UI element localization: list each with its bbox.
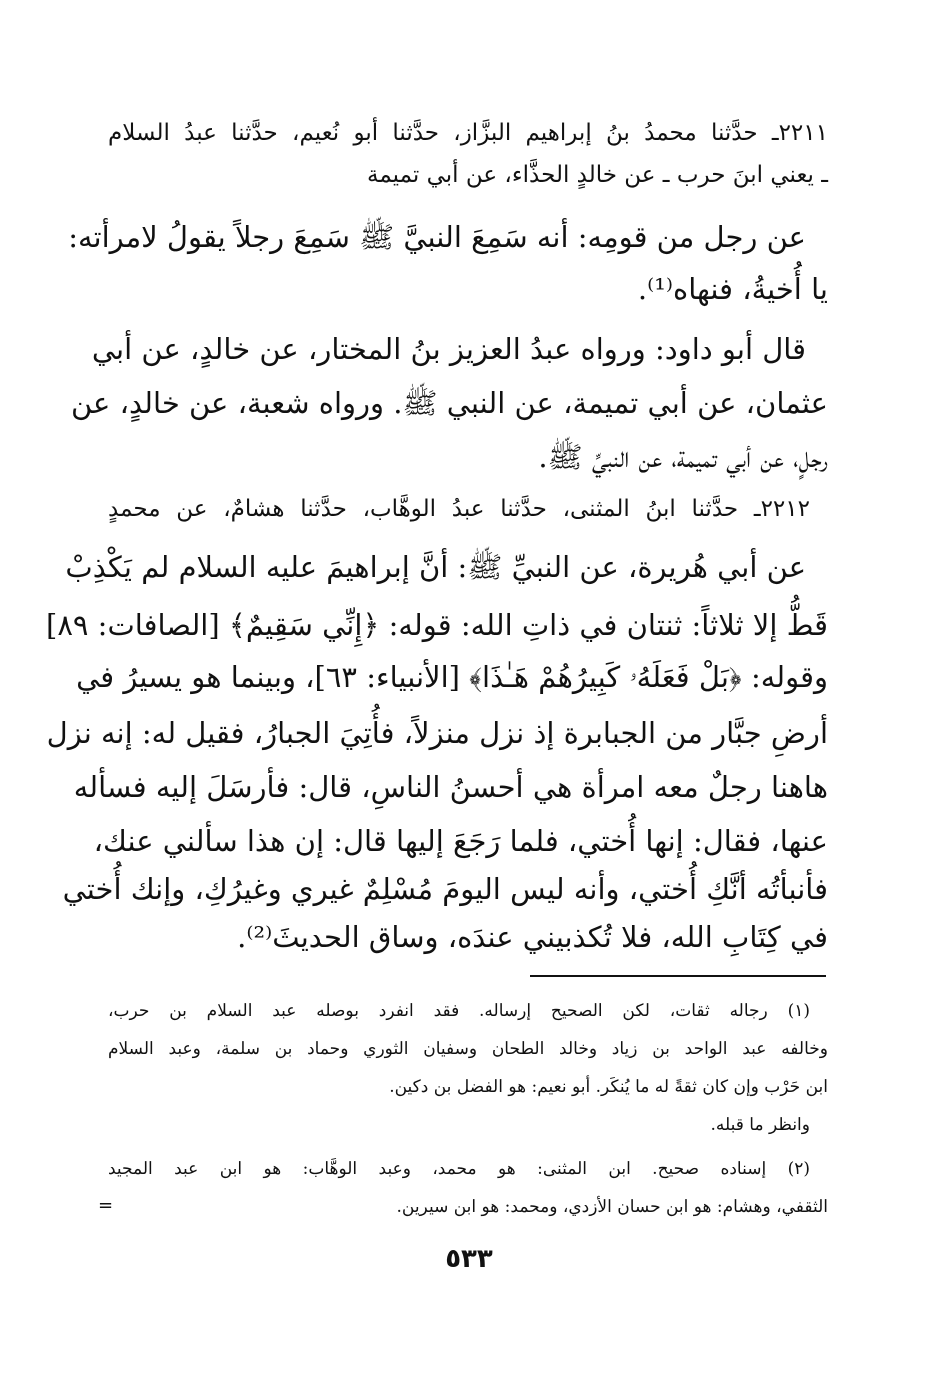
footnote-separator xyxy=(530,975,826,977)
footnote-2-line: (٢) إسناده صحيح. ابن المثنى: هو محمد، وعبد الوهَّاب: هو ابن عبد المجيد xyxy=(108,1159,810,1179)
hadith-2212-matn-line: في كِتَابِ الله، فلا تُكذبيني عندَه، وساق الحديثَ⁽²⁾. xyxy=(237,920,828,954)
hadith-2212-matn-line: هاهنا رجلٌ معه امرأة هي أحسنُ الناسِ، قال: فأرسَلَ إليه فسأله xyxy=(73,770,828,804)
hadith-2212-matn-line: فأنبأتُه أنَّكِ أُختي، وأنه ليس اليومَ مُسْلِمٌ غيري وغيرُكِ، وإنك أُختي xyxy=(62,872,828,906)
hadith-2211-isnad-line-2: ـ يعني ابنَ حرب ـ عن خالدٍ الحذَّاء، عن أبي تميمة xyxy=(367,162,828,188)
hadith-2212-matn-line: أرضِ جبَّار من الجبابرة إذ نزل منزلاً، فأُتِيَ الجبارُ، فقيل له: إنه نزل xyxy=(46,716,828,750)
hadith-2211-matn-line-1: عن رجل من قومِه: أنه سَمِعَ النبيَّ ﷺ سَمِعَ رجلاً يقولُ لامرأته: xyxy=(68,220,806,254)
abu-dawud-note-line-3: رجلٍ، عن أبي تميمة، عن النبيِّ ﷺ. xyxy=(538,440,828,474)
hadith-2211-isnad-line-1: ٢٢١١ـ حدَّثنا محمدُ بنُ إبراهيم البزَّاز، حدَّثنا أبو نُعيم، حدَّثنا عبدُ السلام xyxy=(108,120,828,146)
hadith-2211-matn-line-2: يا أُخيةُ، فنهاه⁽¹⁾. xyxy=(637,272,828,306)
abu-dawud-note-line-1: قال أبو داود: ورواه عبدُ العزيز بنُ المختار، عن خالدٍ، عن أبي xyxy=(91,332,806,366)
hadith-2212-matn-line: عنها، فقال: إنها أُختي، فلما رَجَعَ إليها قال: إن هذا سألني عنك، xyxy=(93,824,828,858)
footnote-1-line: وخالفه عبد الواحد بن زياد وخالد الطحان وسفيان الثوري وحماد بن سلمة، وعبد السلام xyxy=(108,1039,828,1059)
footnote-1-line: ابن حَرْب وإن كان ثقةً له ما يُنكَر. أبو نعيم: هو الفضل بن دكين. xyxy=(389,1077,828,1097)
hadith-2212-isnad-line-1: ٢٢١٢ـ حدَّثنا ابنُ المثنى، حدَّثنا عبدُ الوهَّاب، حدَّثنا هشامٌ، عن محمدٍ xyxy=(108,496,810,522)
hadith-2212-matn-line: عن أبي هُريرة، عن النبيِّ ﷺ: أنَّ إبراهيمَ عليه السلام لم يَكْذِبْ xyxy=(65,550,806,584)
hadith-2212-matn-line: قَطُّ إلا ثلاثاً: ثنتان في ذاتِ الله: قوله: ﴿إِنِّي سَقِيمٌ﴾ [الصافات: ٨٩] xyxy=(45,608,828,642)
footnote-1-line: (١) رجاله ثقات، لكن الصحيح إرساله. فقد انفرد بوصله عبد السلام بن حرب، xyxy=(108,1001,810,1021)
page-number: ٥٣٣ xyxy=(445,1244,493,1274)
footnote-continuation-mark: = xyxy=(98,1195,114,1216)
hadith-2212-matn-line: وقوله: ﴿بَلْ فَعَلَهُۥ كَبِيرُهُمْ هَـٰذَا﴾ [الأنبياء: ٦٣]، وبينما هو يسيرُ في xyxy=(76,660,828,694)
footnote-2-line: الثقفي، وهشام: هو ابن حسان الأزدي، ومحمد: هو ابن سيرين. xyxy=(396,1197,828,1217)
abu-dawud-note-line-2: عثمان، عن أبي تميمة، عن النبي ﷺ. ورواه شعبة، عن خالدٍ، عن xyxy=(70,386,828,420)
footnote-1-line: وانظر ما قبله. xyxy=(710,1115,810,1135)
